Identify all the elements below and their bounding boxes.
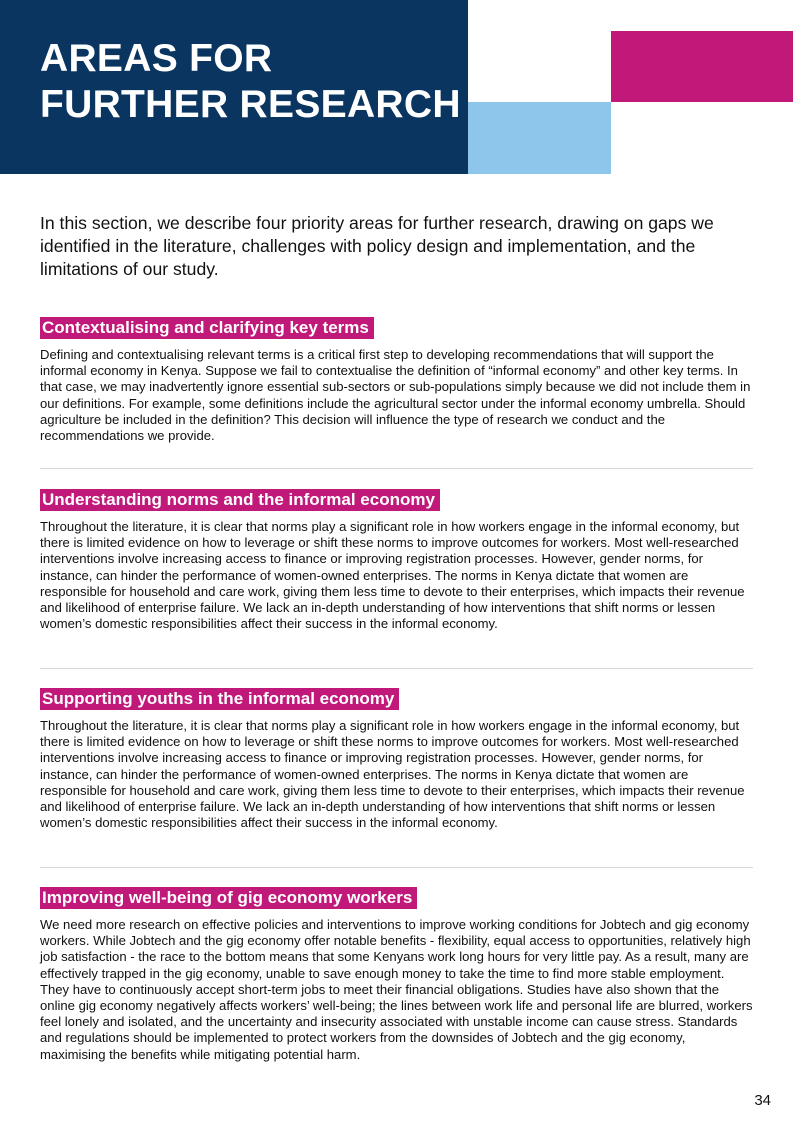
section-heading: Contextualising and clarifying key terms: [40, 317, 374, 339]
section-divider: [40, 668, 753, 669]
section-norms: [40, 489, 753, 632]
decorative-blue-block: [468, 102, 611, 174]
page-title: [40, 36, 461, 128]
page-title-line-2: FURTHER RESEARCH: [40, 83, 461, 126]
section-gig-economy: [40, 887, 753, 1063]
section-divider: [40, 468, 753, 469]
section-key-terms: [40, 317, 753, 444]
section-youths: [40, 688, 753, 831]
page-title-line-1: AREAS FOR: [40, 37, 273, 80]
decorative-magenta-block: [611, 31, 793, 102]
section-divider: [40, 867, 753, 868]
section-body: Throughout the literature, it is clear that norms play a significant role in how workers engage in the informal economy, but there is limited evidence on how to leverage or shift these norms to improve outcomes for workers. Most well-researched interventions involve increasing access to finance or improving registration processes. However, gender norms, for instance, can hinder the performance of women-owned enterprises. The norms in Kenya dictate that women are responsible for household and care work, giving them less time to devote to their enterprises, which impacts their revenue and likelihood of enterprise failure. We lack an in-depth understanding of how interventions that shift norms or lessen women’s domestic responsibilities affect their success in the informal economy.: [40, 519, 745, 632]
header-banner: [0, 0, 468, 174]
section-body: Throughout the literature, it is clear that norms play a significant role in how workers engage in the informal economy, but there is limited evidence on how to leverage or shift these norms to improve outcomes for workers. Most well-researched interventions involve increasing access to finance or improving registration processes. However, gender norms, for instance, can hinder the performance of women-owned enterprises. The norms in Kenya dictate that women are responsible for household and care work, giving them less time to devote to their enterprises, which impacts their revenue and likelihood of enterprise failure. We lack an in-depth understanding of how interventions that shift norms or lessen women’s domestic responsibilities affect their success in the informal economy.: [40, 718, 745, 831]
section-body: We need more research on effective policies and interventions to improve working conditions for Jobtech and gig economy workers. While Jobtech and the gig economy offer notable benefits - flexibility, equal access to opportunities, relatively high job satisfaction - the race to the bottom means that some Kenyans work long hours for very little pay. As a result, many are effectively trapped in the gig economy, unable to save enough money to take the time to find more stable employment. They have to continuously accept short-term jobs to meet their financial obligations. Studies have also shown that the online gig economy negatively affects workers’ well-being; the lines between work life and personal life are blurred, workers feel lonely and isolated, and the uncertainty and insecurity associated with unstable income can cause stress. Standards and regulations should be implemented to protect workers from the downsides of Jobtech and the gig economy, maximising the benefits while mitigating potential harm.: [40, 917, 753, 1062]
section-heading: Supporting youths in the informal economy: [40, 688, 399, 710]
section-heading: Understanding norms and the informal economy: [40, 489, 440, 511]
intro-paragraph: In this section, we describe four priority areas for further research, drawing on gaps we identified in the literature, challenges with policy design and implementation, and the limitations of our study.: [40, 213, 714, 279]
section-body: Defining and contextualising relevant terms is a critical first step to developing recommendations that will support the informal economy in Kenya. Suppose we fail to contextualise the definition of “informal economy” and other key terms. In that case, we may inadvertently ignore essential sub-sectors or sub-populations simply because we did not include them in our definitions. For example, some definitions include the agricultural sector under the informal economy umbrella. Should agriculture be included in the definition? This decision will influence the type of research we conduct and the recommendations we provide.: [40, 347, 751, 444]
section-heading: Improving well-being of gig economy workers: [40, 887, 417, 909]
page-number: 34: [754, 1092, 771, 1109]
